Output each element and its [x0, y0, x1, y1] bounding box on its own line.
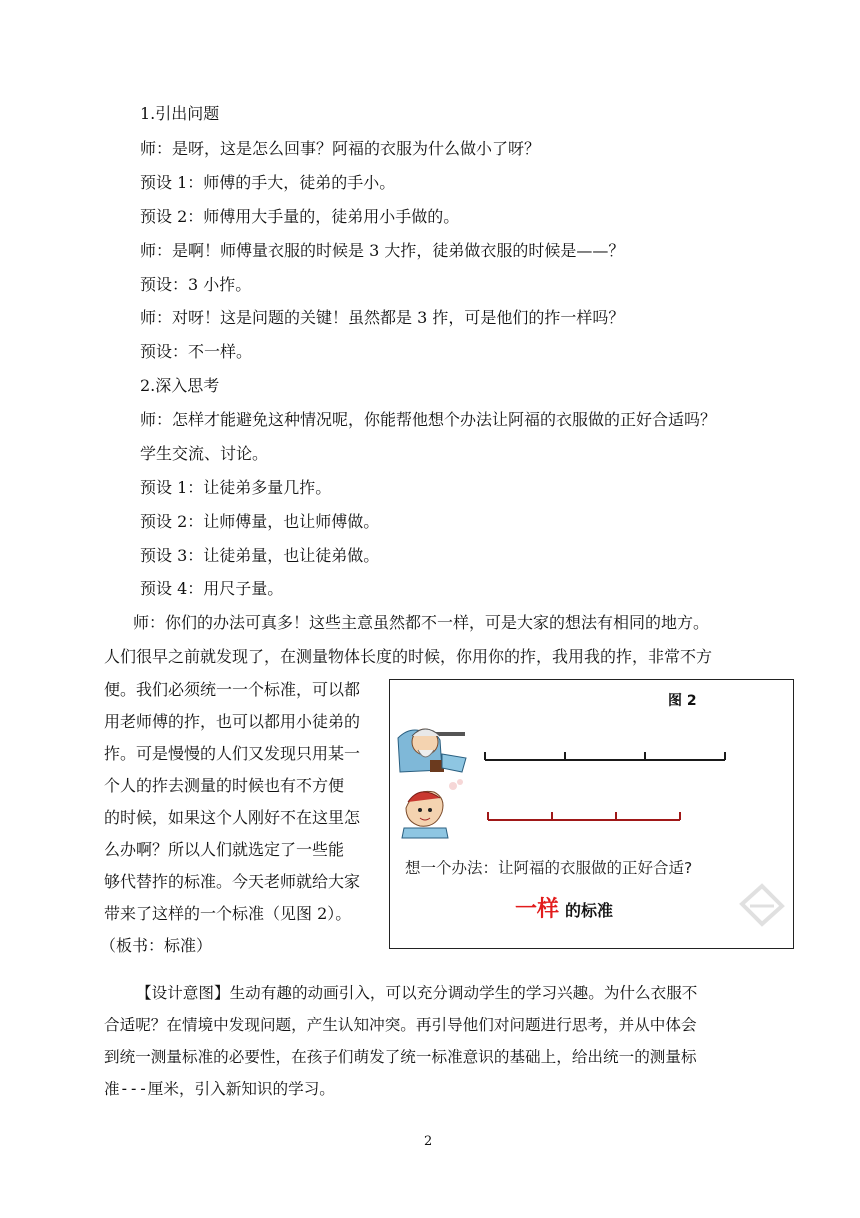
text-line: 学生交流、讨论。: [140, 444, 269, 463]
text-line: 拃。可是慢慢的人们又发现只用某一: [104, 744, 361, 763]
text-line: 准---厘米，引入新知识的学习。: [104, 1080, 335, 1098]
text-line: 师：是呀，这是怎么回事？阿福的衣服为什么做小了呀？: [140, 139, 541, 158]
text-line: 预设 1：让徒弟多量几拃。: [140, 478, 332, 497]
text-line: 合适呢？在情境中发现问题，产生认知冲突。再引导他们对问题进行思考，并从中体会: [104, 1016, 697, 1034]
heading-deep-thinking: 2.深入思考: [140, 376, 220, 395]
small-hand-span-ruler: [488, 812, 680, 820]
big-hand-span-ruler: [485, 752, 725, 760]
text-line: 带来了这样的一个标准（见图 2）。: [104, 904, 352, 923]
text-line: （板书：标准）: [100, 936, 213, 955]
wrapped-paragraph: [100, 674, 384, 962]
text-line: 便。我们必须统一一个标准，可以都: [104, 680, 361, 699]
text-line: 预设：不一样。: [140, 342, 253, 361]
text-line: 预设 2：让师傅量，也让师傅做。: [140, 512, 380, 531]
text-line: 【设计意图】生动有趣的动画引入，可以充分调动学生的学习兴趣。为什么衣服不: [136, 984, 698, 1002]
figure-standard-caption: [515, 892, 613, 923]
heading-introduce-question: 1.引出问题: [140, 104, 220, 123]
figure-question: 想一个办法：让阿福的衣服做的正好合适?: [405, 859, 693, 877]
text-line: 预设 3：让徒弟量，也让徒弟做。: [140, 546, 380, 565]
text-line: 预设 1：师傅的手大，徒弟的手小。: [140, 173, 396, 192]
text-line: 师：是啊！师傅量衣服的时候是 3 大拃，徒弟做衣服的时候是——？: [140, 241, 625, 260]
design-intent: [104, 977, 780, 1105]
figure-title: 图 2: [668, 693, 697, 709]
figure-2: [389, 679, 794, 949]
master-tailor-illustration: [398, 729, 466, 772]
standard-text: 的标准: [565, 901, 614, 920]
text-line: 到统一测量标准的必要性，在孩子们萌发了统一标准意识的基础上，给出统一的测量标: [104, 1048, 697, 1066]
text-line: 预设 2：师傅用大手量的，徒弟用小手做的。: [140, 207, 460, 226]
text-line: 预设 4：用尺子量。: [140, 579, 284, 598]
text-line: 么办啊？所以人们就选定了一些能: [104, 840, 345, 859]
text-line: 师：对呀！这是问题的关键！虽然都是 3 拃，可是他们的拃一样吗？: [140, 308, 625, 327]
text-line: 个人的拃去测量的时候也有不方便: [104, 776, 345, 795]
text-line: 预设：3 小拃。: [140, 275, 252, 294]
text-line: 够代替拃的标准。今天老师就给大家: [104, 872, 361, 891]
page-number: 2: [424, 1134, 433, 1149]
text-line: 人们很早之前就发现了，在测量物体长度的时候，你用你的拃，我用我的拃，非常不方: [104, 647, 713, 666]
corner-watermark: [742, 886, 782, 924]
text-line: 师：你们的办法可真多！这些主意虽然都不一样，可是大家的想法有相同的地方。: [133, 613, 710, 632]
text-line: 师：怎样才能避免这种情况呢，你能帮他想个办法让阿福的衣服做的正好合适吗？: [140, 410, 717, 429]
text-line: 用老师傅的拃，也可以都用小徒弟的: [104, 712, 361, 731]
apprentice-illustration: [402, 779, 463, 838]
standard-emphasis: 一样: [515, 897, 560, 922]
text-line: 的时候，如果这个人刚好不在这里怎: [104, 808, 361, 827]
